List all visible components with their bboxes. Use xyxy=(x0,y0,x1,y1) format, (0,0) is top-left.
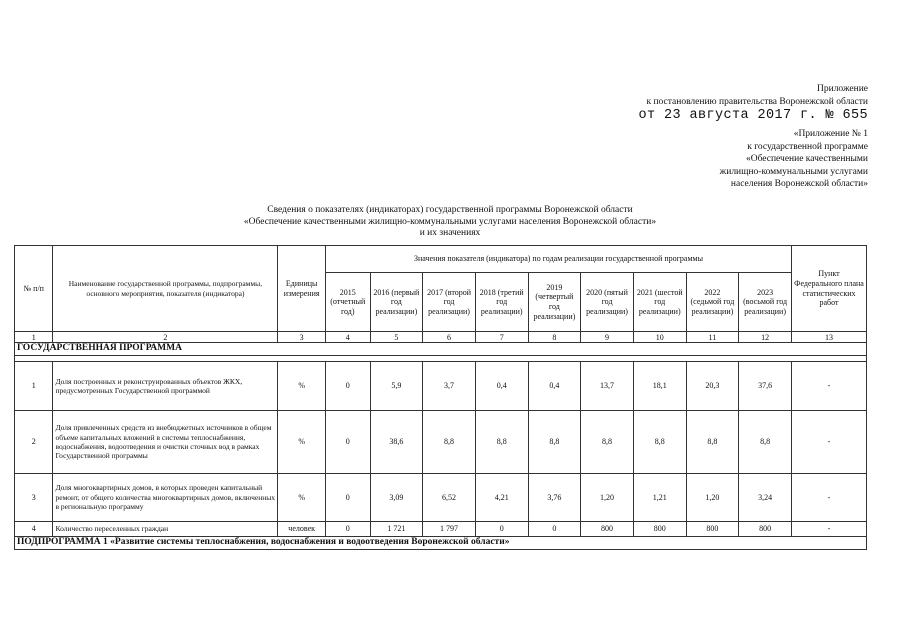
header-year-2023: 2023 (восьмой год реализации) xyxy=(739,273,792,332)
header-name: Наименование государственной программы, подпрограммы, основного мероприятия, показателя (индикатора) xyxy=(53,246,278,332)
appendix-decree-date: от 23 августа 2017 г. № 655 xyxy=(638,108,868,124)
row-value: 1 721 xyxy=(370,522,423,537)
section-subprogram-1-title: ПОДПРОГРАММА 1 «Развитие системы теплоснабжения, водоснабжения и водоотведения Воронежской области» xyxy=(15,537,867,550)
row-value: 800 xyxy=(633,522,686,537)
row-value: 0 xyxy=(325,474,370,522)
column-number: 13 xyxy=(792,332,867,343)
row-value: 0 xyxy=(325,411,370,474)
row-value: 0 xyxy=(325,522,370,537)
table-row xyxy=(15,362,867,411)
row-value: 0 xyxy=(475,522,528,537)
row-value: 8,8 xyxy=(581,411,634,474)
table-row xyxy=(15,522,867,537)
header-year-2017: 2017 (второй год реализации) xyxy=(423,273,476,332)
row-federal: - xyxy=(792,522,867,537)
row-value: 800 xyxy=(686,522,739,537)
header-federal-plan: Пункт Федерального плана статистических работ xyxy=(792,246,867,332)
row-value: 1,20 xyxy=(581,474,634,522)
row-name: Доля привлеченных средств из внебюджетных источников в общем объеме капитальных вложений в системы теплоснабжения, водоснабжения, водоотведения и очистки сточных вод в рамках Государственной программы xyxy=(53,411,278,474)
row-name: Доля многоквартирных домов, в которых проведен капитальный ремонт, от общего количества многоквартирных домов, включенных в региональную программу xyxy=(53,474,278,522)
row-value: 8,8 xyxy=(633,411,686,474)
row-value: 0 xyxy=(325,362,370,411)
column-number: 4 xyxy=(325,332,370,343)
row-unit: % xyxy=(278,411,326,474)
section-state-program-title: ГОСУДАРСТВЕННАЯ ПРОГРАММА xyxy=(15,343,867,356)
row-value: 1,20 xyxy=(686,474,739,522)
row-value: 3,09 xyxy=(370,474,423,522)
table-row xyxy=(15,411,867,474)
column-number: 8 xyxy=(528,332,581,343)
column-number: 3 xyxy=(278,332,326,343)
column-number: 6 xyxy=(423,332,476,343)
header-year-2018: 2018 (третий год реализации) xyxy=(475,273,528,332)
row-value: 20,3 xyxy=(686,362,739,411)
header-values-group: Значения показателя (индикатора) по годам реализации государственной программы xyxy=(325,246,791,273)
row-value: 38,6 xyxy=(370,411,423,474)
document-title xyxy=(0,205,900,240)
row-value: 8,8 xyxy=(528,411,581,474)
row-value: 3,76 xyxy=(528,474,581,522)
program-appendix-line-3: «Обеспечение качественными xyxy=(745,154,868,165)
table-row xyxy=(15,474,867,522)
header-year-2016: 2016 (первый год реализации) xyxy=(370,273,423,332)
row-value: 5,9 xyxy=(370,362,423,411)
row-value: 8,8 xyxy=(423,411,476,474)
row-value: 6,52 xyxy=(423,474,476,522)
column-number: 12 xyxy=(739,332,792,343)
row-federal: - xyxy=(792,411,867,474)
row-value: 1 797 xyxy=(423,522,476,537)
header-unit: Единицы измерения xyxy=(278,246,326,332)
row-federal: - xyxy=(792,474,867,522)
row-value: 0,4 xyxy=(475,362,528,411)
row-value: 37,6 xyxy=(739,362,792,411)
header-year-2015: 2015 (отчетный год) xyxy=(325,273,370,332)
column-number: 9 xyxy=(581,332,634,343)
column-number: 2 xyxy=(53,332,278,343)
row-value: 3,7 xyxy=(423,362,476,411)
row-unit: % xyxy=(278,474,326,522)
header-year-2022: 2022 (седьмой год реализации) xyxy=(686,273,739,332)
row-value: 800 xyxy=(581,522,634,537)
program-appendix-line-2: к государственной программе xyxy=(747,141,868,152)
row-num: 3 xyxy=(15,474,53,522)
program-appendix-line-1: «Приложение № 1 xyxy=(793,129,868,139)
appendix-decree-reference: к постановлению правительства Воронежской области xyxy=(646,96,868,107)
indicators-table-wrapper xyxy=(14,245,867,550)
program-appendix-reference xyxy=(720,128,868,191)
title-line-3: и их значениях xyxy=(419,228,481,238)
row-unit: человек xyxy=(278,522,326,537)
row-value: 13,7 xyxy=(581,362,634,411)
row-value: 18,1 xyxy=(633,362,686,411)
row-unit: % xyxy=(278,362,326,411)
row-value: 8,8 xyxy=(475,411,528,474)
column-number: 1 xyxy=(15,332,53,343)
row-value: 4,21 xyxy=(475,474,528,522)
title-line-1: Сведения о показателях (индикаторах) государственной программы Воронежской области xyxy=(267,205,633,215)
row-num: 1 xyxy=(15,362,53,411)
row-value: 8,8 xyxy=(739,411,792,474)
row-value: 0 xyxy=(528,522,581,537)
section-row-subprogram-1 xyxy=(15,537,867,550)
header-year-2020: 2020 (пятый год реализации) xyxy=(581,273,634,332)
row-name: Количество переселенных граждан xyxy=(53,522,278,537)
row-num: 2 xyxy=(15,411,53,474)
column-numbers-row xyxy=(15,332,867,343)
government-decree-appendix xyxy=(638,83,868,124)
row-federal: - xyxy=(792,362,867,411)
row-value: 1,21 xyxy=(633,474,686,522)
header-year-2021: 2021 (шестой год реализации) xyxy=(633,273,686,332)
header-row-top xyxy=(15,246,867,273)
program-appendix-line-4: жилищно-коммунальными услугами xyxy=(719,166,868,177)
row-value: 0,4 xyxy=(528,362,581,411)
column-number: 7 xyxy=(475,332,528,343)
row-value: 3,24 xyxy=(739,474,792,522)
appendix-label: Приложение xyxy=(817,84,868,94)
column-number: 10 xyxy=(633,332,686,343)
program-appendix-line-5: населения Воронежской области» xyxy=(730,179,868,190)
header-year-2019: 2019 (четвертый год реализации) xyxy=(528,273,581,332)
row-value: 800 xyxy=(739,522,792,537)
row-name: Доля построенных и реконструированных объектов ЖКХ, предусмотренных Государственной программой xyxy=(53,362,278,411)
row-value: 8,8 xyxy=(686,411,739,474)
column-number: 5 xyxy=(370,332,423,343)
row-num: 4 xyxy=(15,522,53,537)
column-number: 11 xyxy=(686,332,739,343)
section-row-state-program xyxy=(15,343,867,356)
header-num: № п/п xyxy=(15,246,53,332)
indicators-table xyxy=(14,245,867,550)
title-line-2: «Обеспечение качественными жилищно-коммунальными услугами населения Воронежской области» xyxy=(243,216,657,227)
